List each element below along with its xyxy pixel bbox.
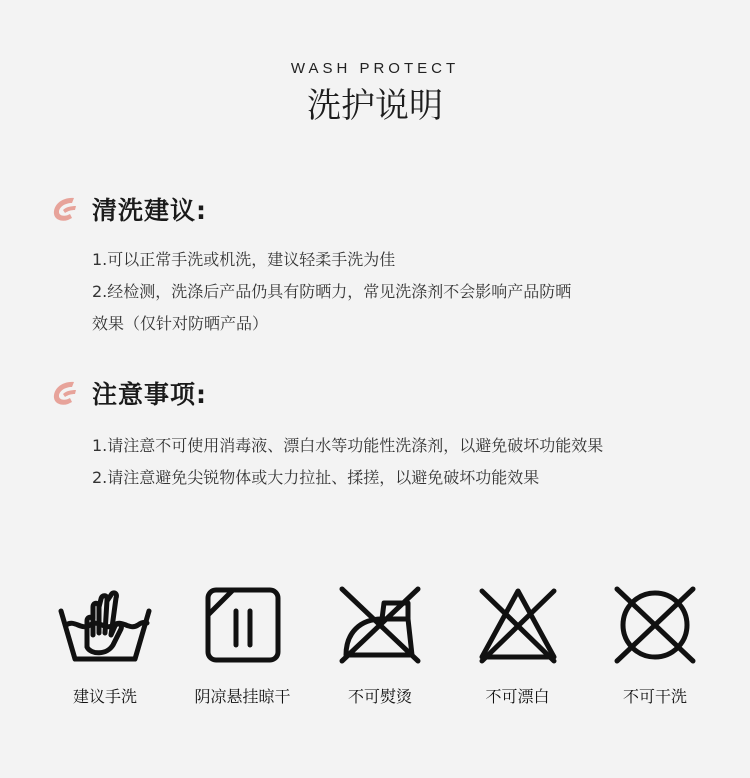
care-label: 建议手洗 xyxy=(72,687,137,706)
line-dry-shade-icon xyxy=(203,585,283,665)
care-item-line-dry-shade xyxy=(178,585,308,707)
cleaning-line: 1.可以正常手洗或机洗，建议轻柔手洗为佳 xyxy=(92,250,396,269)
notes-heading xyxy=(50,376,720,410)
care-label: 阴凉悬挂晾干 xyxy=(194,687,291,706)
notes-section xyxy=(50,376,720,494)
cleaning-line: 2.经检测，洗涤后产品仍具有防晒力，常见洗涤剂不会影响产品防晒 xyxy=(92,282,572,301)
no-bleach-icon xyxy=(476,585,560,665)
notes-line: 1.请注意不可使用消毒液、漂白水等功能性洗涤剂，以避免破坏功能效果 xyxy=(92,436,604,455)
care-label: 不可熨烫 xyxy=(347,687,412,706)
no-dry-clean-icon xyxy=(613,585,697,665)
leaf-logo-icon xyxy=(50,193,82,225)
notes-line: 2.请注意避免尖锐物体或大力拉扯、揉搓，以避免破坏功能效果 xyxy=(92,468,540,487)
cleaning-heading xyxy=(50,192,720,226)
care-item-hand-wash xyxy=(40,585,170,707)
cleaning-section xyxy=(50,192,720,340)
no-iron-icon xyxy=(338,585,422,665)
notes-body xyxy=(92,430,720,494)
cleaning-title: 清洗建议: xyxy=(92,196,207,225)
care-label: 不可漂白 xyxy=(485,687,550,706)
care-item-no-dry-clean xyxy=(590,585,720,707)
cleaning-body xyxy=(92,244,720,340)
care-item-no-iron xyxy=(315,585,445,707)
hand-wash-icon xyxy=(57,585,153,665)
care-item-no-bleach xyxy=(453,585,583,707)
header xyxy=(0,60,750,128)
care-icons-row xyxy=(40,585,720,707)
leaf-logo-icon xyxy=(50,377,82,409)
care-label: 不可干洗 xyxy=(622,687,687,706)
notes-title: 注意事项: xyxy=(92,380,207,409)
page-subtitle: WASH PROTECT xyxy=(290,60,460,77)
page-title: 洗护说明 xyxy=(307,86,443,126)
cleaning-line: 效果（仅针对防晒产品） xyxy=(92,314,269,333)
